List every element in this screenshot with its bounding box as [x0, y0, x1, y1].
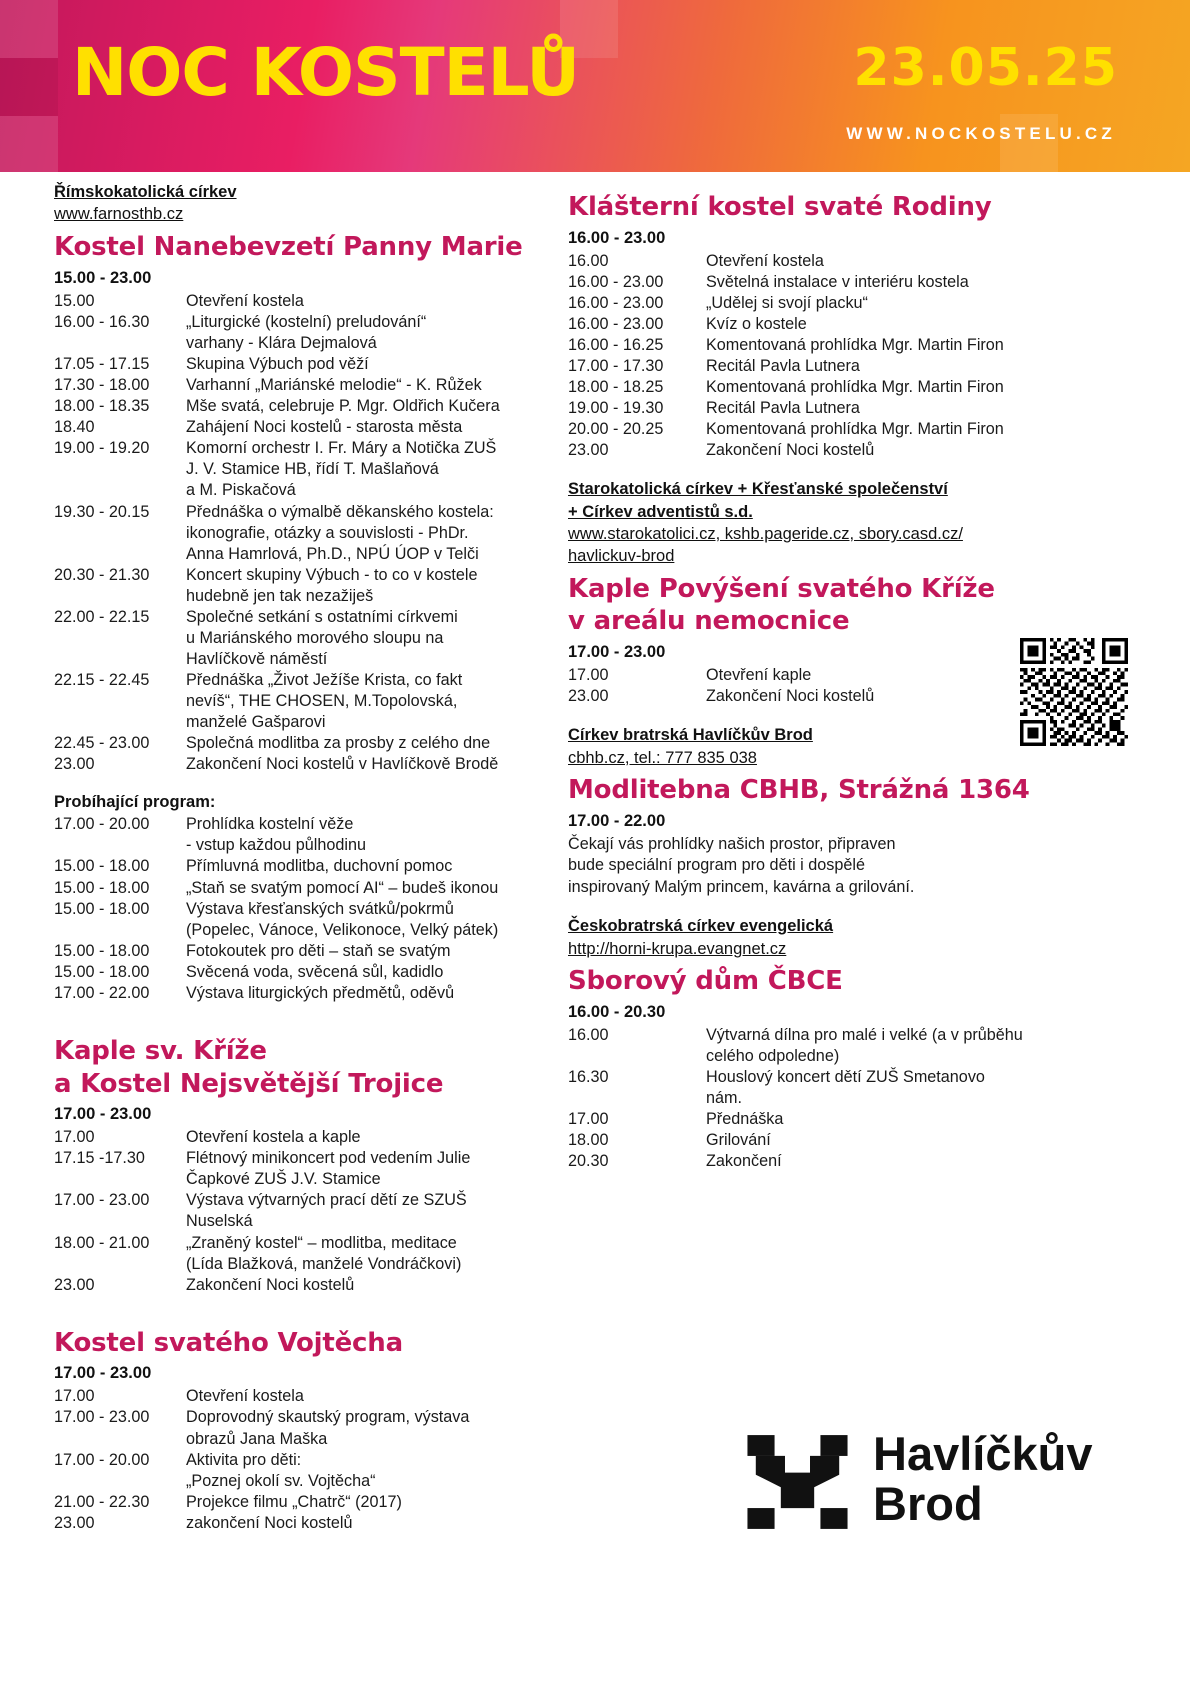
program-description: Přednáška o výmalbě děkanského kostela: ikonografie, otázky a souvislosti - PhDr. Anna Hamrlová, Ph.D., NPÚ ÚOP v Telči	[186, 502, 494, 563]
program-time: 23.00	[54, 1275, 95, 1294]
program-description: Houslový koncert dětí ZUŠ Smetanovo nám.	[706, 1068, 985, 1108]
city-logo	[745, 1425, 1095, 1545]
venue-title: Kaple sv. Kříže	[54, 1035, 267, 1066]
program-description: Mše svatá, celebruje P. Mgr. Oldřich Kučera	[186, 397, 500, 416]
program-table	[54, 1386, 574, 1533]
program-time: 22.00 - 22.15	[54, 607, 150, 626]
program-time: 19.00 - 19.20	[54, 439, 150, 458]
program-description: Světelná instalace v interiéru kostela	[706, 272, 969, 291]
program-row	[568, 272, 1128, 293]
program-row	[568, 1025, 1128, 1067]
program-description: Kvíz o kostele	[706, 314, 807, 333]
program-time: 18.00 - 18.35	[54, 397, 150, 416]
venue-title: Klášterní kostel svaté Rodiny	[568, 192, 992, 222]
city-logo-line2: Brod	[873, 1477, 983, 1531]
program-row	[54, 1450, 574, 1492]
ongoing-program-table	[54, 814, 574, 1004]
program-time: 17.00 - 17.30	[568, 356, 664, 375]
organization-link[interactable]: cbhb.cz, tel.: 777 835 038	[568, 748, 757, 767]
venue-title: Kostel Nanebevzetí Panny Marie	[54, 232, 523, 263]
program-row	[54, 291, 574, 312]
program-time: 18.00	[568, 1131, 609, 1150]
program-time: 18.00 - 18.25	[568, 378, 664, 397]
organization-link[interactable]: www.farnosthb.cz	[54, 205, 184, 224]
program-time: 17.00 - 23.00	[54, 1408, 150, 1427]
program-time: 15.00 - 18.00	[54, 857, 150, 876]
program-rows	[54, 1127, 574, 1296]
organization-link[interactable]: http://horni-krupa.evangnet.cz	[568, 939, 787, 958]
program-description: Koncert skupiny Výbuch - to co v kostele hudebně jen tak nezažiješ	[186, 565, 478, 605]
program-row	[54, 670, 574, 733]
program-row	[54, 1513, 574, 1534]
program-description: Otevření kostela	[186, 1387, 304, 1406]
program-time: 20.30 - 21.30	[54, 565, 150, 584]
event-date: 23.05.25	[853, 38, 1118, 98]
program-time: 16.00 - 23.00	[568, 293, 664, 312]
program-description: „Udělej si svojí placku“	[706, 293, 868, 312]
program-time: 17.15 -17.30	[54, 1149, 145, 1168]
venue-hours: 17.00 - 23.00	[54, 1105, 152, 1124]
program-time: 17.00 - 22.00	[54, 983, 150, 1002]
program-row	[54, 1492, 574, 1513]
program-time: 19.30 - 20.15	[54, 502, 150, 521]
program-description: Otevření kostela	[186, 291, 304, 310]
program-description: Skupina Výbuch pod věží	[186, 355, 369, 374]
banner-decor-square	[0, 116, 58, 172]
program-row	[568, 377, 1128, 398]
program-time: 20.30	[568, 1152, 609, 1171]
program-description: Výstava výtvarných prací dětí ze SZUŠ Nuselská	[186, 1191, 467, 1231]
program-description: Zakončení Noci kostelů	[706, 687, 875, 706]
venue-hours: 16.00 - 23.00	[568, 228, 666, 247]
program-rows	[54, 814, 574, 1004]
program-time: 23.00	[54, 1513, 95, 1532]
qr-code-image	[1020, 638, 1128, 746]
program-description: Recitál Pavla Lutnera	[706, 356, 860, 375]
program-description: Přednáška	[706, 1110, 784, 1129]
program-time: 16.00 - 23.00	[568, 272, 664, 291]
program-row	[568, 293, 1128, 314]
program-description: Prohlídka kostelní věže - vstup každou půlhodinu	[186, 815, 366, 855]
program-time: 21.00 - 22.30	[54, 1492, 150, 1511]
program-description: Otevření kostela a kaple	[186, 1128, 361, 1147]
banner-decor-square	[0, 58, 58, 116]
program-row	[568, 314, 1128, 335]
venue-hours: 15.00 - 23.00	[54, 268, 152, 287]
program-time: 22.15 - 22.45	[54, 671, 150, 689]
program-row	[54, 856, 574, 877]
program-row	[54, 565, 574, 607]
program-description: Varhanní „Mariánské melodie“ - K. Růžek	[186, 376, 482, 395]
program-description: Výstava liturgických předmětů, oděvů	[186, 983, 455, 1002]
program-time: 17.00	[54, 1387, 95, 1406]
program-time: 16.00 - 16.30	[54, 312, 150, 331]
program-description: zakončení Noci kostelů	[186, 1513, 353, 1532]
program-time: 17.00 - 23.00	[54, 1191, 150, 1210]
city-logo-text	[873, 1429, 1092, 1530]
program-time: 16.00	[568, 1026, 609, 1045]
venue-title: Kostel svatého Vojtěcha	[54, 1327, 403, 1358]
program-time: 15.00 - 18.00	[54, 878, 150, 897]
program-table	[568, 1025, 1128, 1172]
program-row	[568, 335, 1128, 356]
program-time: 16.30	[568, 1068, 609, 1087]
program-row	[54, 1386, 574, 1407]
organization-name: Českobratrská církev evengelická	[568, 917, 834, 936]
venue-title: Sborový dům ČBCE	[568, 966, 843, 997]
program-row	[54, 502, 574, 565]
organization-name: Starokatolická církev + Křesťanské společenství	[568, 480, 948, 499]
program-time: 17.00	[54, 1128, 95, 1147]
program-row	[54, 607, 574, 670]
ongoing-program-label: Probíhající program:	[54, 793, 216, 812]
program-row	[54, 1233, 574, 1275]
program-row	[54, 814, 574, 856]
program-row	[54, 733, 574, 754]
organization-name: Římskokatolická církev	[54, 183, 237, 201]
program-time: 17.00 - 20.00	[54, 815, 150, 834]
program-row	[54, 941, 574, 962]
left-column	[54, 182, 574, 1534]
program-row	[568, 356, 1128, 377]
havlickuv-brod-emblem-icon	[745, 1433, 850, 1531]
program-description: Komentovaná prohlídka Mgr. Martin Firon	[706, 420, 1004, 439]
venue-title-line2: a Kostel Nejsvětější Trojice	[54, 1068, 444, 1099]
program-rows	[568, 251, 1128, 462]
program-time: 17.00	[568, 1110, 609, 1129]
program-table	[54, 291, 574, 775]
program-description: Komorní orchestr I. Fr. Máry a Notička ZUŠ J. V. Stamice HB, řídí T. Mašlaňová a M. Piskačová	[186, 439, 497, 500]
program-description: Zakončení Noci kostelů	[186, 1275, 355, 1294]
program-time: 15.00 - 18.00	[54, 962, 150, 981]
program-description: Fotokoutek pro děti – staň se svatým	[186, 941, 451, 960]
program-description: Společná modlitba za prosby z celého dne	[186, 734, 491, 753]
venue-hours: 17.00 - 23.00	[54, 1364, 152, 1383]
venue-hours: 17.00 - 22.00	[568, 812, 666, 831]
organization-link-line2[interactable]: havlickuv-brod	[568, 546, 675, 565]
program-description: Výstava křesťanských svátků/pokrmů (Popelec, Vánoce, Velikonoce, Velký pátek)	[186, 899, 499, 939]
venue-description: Čekají vás prohlídky našich prostor, připraven bude speciální program pro děti i dospělé inspirovaný Malým princem, kavárna a grilování.	[568, 835, 915, 896]
program-time: 17.00 - 20.00	[54, 1450, 150, 1469]
program-time: 16.00 - 16.25	[568, 335, 664, 354]
program-row	[54, 375, 574, 396]
program-description: Grilování	[706, 1131, 771, 1150]
program-description: Doprovodný skautský program, výstava obrazů Jana Maška	[186, 1408, 470, 1448]
program-description: Aktivita pro děti: „Poznej okolí sv. Vojtěcha“	[186, 1450, 376, 1490]
program-description: Výtvarná dílna pro malé i velké (a v průběhu celého odpoledne)	[706, 1026, 1023, 1066]
program-time: 22.45 - 23.00	[54, 734, 150, 753]
program-description: „Liturgické (kostelní) preludování“ varhany - Klára Dejmalová	[186, 312, 427, 352]
program-description: Flétnový minikoncert pod vedením Julie Čapkové ZUŠ J.V. Stamice	[186, 1149, 471, 1189]
program-description: Otevření kaple	[706, 666, 812, 685]
program-row	[54, 983, 574, 1004]
program-row	[568, 1151, 1128, 1172]
program-time: 23.00	[568, 687, 609, 706]
program-row	[568, 1067, 1128, 1109]
program-time: 16.00 - 23.00	[568, 314, 664, 333]
program-row	[54, 878, 574, 899]
city-logo-line1: Havlíčkův	[873, 1427, 1093, 1480]
program-time: 23.00	[54, 755, 95, 774]
program-row	[568, 1130, 1128, 1151]
program-row	[54, 1127, 574, 1148]
event-title: NOC KOSTELŮ	[72, 34, 579, 111]
program-row	[54, 899, 574, 941]
program-description: Přednáška „Život Ježíše Krista, co fakt nevíš“, THE CHOSEN, M.Topolovská, manželé Gašparovi	[186, 671, 463, 732]
venue-title-line2: v areálu nemocnice	[568, 606, 850, 637]
program-description: Společné setkání s ostatními církvemi u Mariánského morového sloupu na Havlíčkově náměstí	[186, 607, 458, 668]
organization-link[interactable]: www.starokatolici.cz, kshb.pageride.cz, sbory.casd.cz/	[568, 525, 963, 544]
program-description: Projekce filmu „Chatrč“ (2017)	[186, 1492, 402, 1511]
program-time: 19.00 - 19.30	[568, 399, 664, 418]
program-description: Přímluvná modlitba, duchovní pomoc	[186, 857, 453, 876]
program-time: 23.00	[568, 441, 609, 460]
qr-code	[1020, 638, 1128, 746]
program-time: 17.30 - 18.00	[54, 376, 150, 395]
program-rows	[54, 1386, 574, 1533]
program-description: „Staň se svatým pomocí AI“ – budeš ikonou	[186, 878, 499, 897]
program-time: 15.00	[54, 291, 95, 310]
program-row	[568, 419, 1128, 440]
program-rows	[568, 1025, 1128, 1172]
program-time: 18.40	[54, 418, 95, 437]
program-description: Zakončení Noci kostelů	[706, 441, 875, 460]
organization-name: Církev bratrská Havlíčkův Brod	[568, 726, 813, 745]
venue-hours: 17.00 - 23.00	[568, 643, 666, 662]
program-time: 17.00	[568, 666, 609, 685]
program-description: Zahájení Noci kostelů - starosta města	[186, 418, 463, 437]
program-row	[54, 312, 574, 354]
program-row	[568, 398, 1128, 419]
program-row	[54, 1190, 574, 1232]
program-description: Otevření kostela	[706, 251, 824, 270]
program-description: Recitál Pavla Lutnera	[706, 399, 860, 418]
program-time: 18.00 - 21.00	[54, 1233, 150, 1252]
program-description: Zakončení Noci kostelů v Havlíčkově Brodě	[186, 755, 499, 774]
program-description: Zakončení	[706, 1152, 782, 1171]
program-row	[54, 396, 574, 417]
program-row	[54, 417, 574, 438]
venue-hours: 16.00 - 20.30	[568, 1003, 666, 1022]
program-description: Komentovaná prohlídka Mgr. Martin Firon	[706, 378, 1004, 397]
program-description: Svěcená voda, svěcená sůl, kadidlo	[186, 962, 444, 981]
program-row	[54, 438, 574, 501]
program-time: 16.00	[568, 251, 609, 270]
program-row	[54, 354, 574, 375]
venue-title: Modlitebna CBHB, Strážná 1364	[568, 775, 1030, 806]
organization-name-line2: + Církev adventistů s.d.	[568, 502, 753, 521]
program-time: 20.00 - 20.25	[568, 420, 664, 439]
program-time: 17.05 - 17.15	[54, 355, 150, 374]
banner-decor-square	[0, 0, 58, 58]
program-row	[568, 1109, 1128, 1130]
program-row	[568, 440, 1128, 461]
program-row	[54, 962, 574, 983]
program-rows	[54, 291, 574, 775]
program-time: 15.00 - 18.00	[54, 899, 150, 918]
program-description: „Zraněný kostel“ – modlitba, meditace (Lída Blažková, manželé Vondráčkovi)	[186, 1233, 462, 1273]
program-description: Komentovaná prohlídka Mgr. Martin Firon	[706, 335, 1004, 354]
header-banner	[0, 0, 1190, 172]
program-row	[54, 1148, 574, 1190]
event-website: WWW.NOCKOSTELU.CZ	[846, 124, 1116, 143]
program-row	[54, 1407, 574, 1449]
program-row	[54, 754, 574, 775]
program-row	[568, 251, 1128, 272]
program-table	[568, 251, 1128, 462]
venue-title: Kaple Povýšení svatého Kříže	[568, 573, 995, 604]
program-time: 15.00 - 18.00	[54, 941, 150, 960]
program-row	[54, 1275, 574, 1296]
program-table	[54, 1127, 574, 1296]
